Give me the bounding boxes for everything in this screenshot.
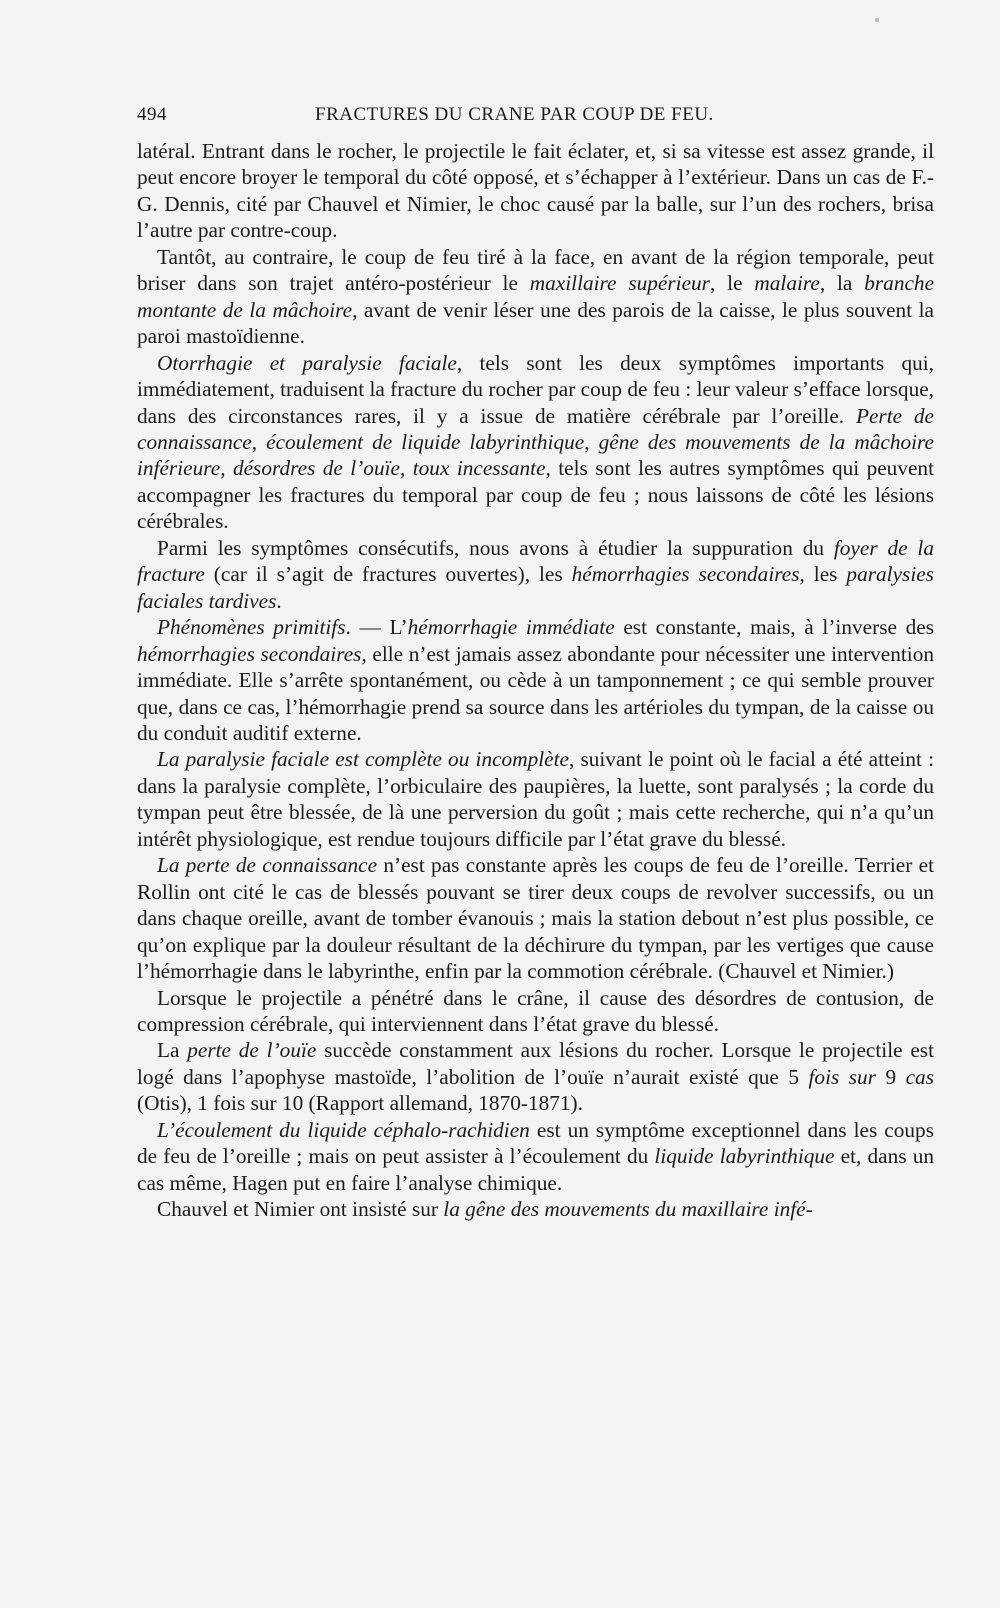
italic-text: cas — [905, 1064, 934, 1089]
italic-text: toux incessante — [412, 456, 546, 481]
italic-text: hémorrhagies secondaires — [571, 562, 800, 587]
paragraph — [137, 535, 934, 614]
paragraph — [137, 244, 934, 350]
italic-text: la gêne des mouvements du maxillaire infé- — [443, 1197, 813, 1222]
paper-speck — [875, 18, 879, 22]
italic-text: désordres de l’ouïe — [232, 456, 400, 481]
text-run: , la — [819, 271, 865, 296]
text-run: 9 — [875, 1064, 906, 1089]
italic-text: gêne des mouvements de la mâchoire inférieure — [137, 429, 934, 481]
text-run: succède constamment aux lésions du rocher. Lorsque le projectile est logé dans l’apophyse mastoïde, l’abolition de l’ouïe n’aurait existé que 5 — [137, 1038, 935, 1089]
paragraph — [137, 985, 934, 1038]
italic-text: Perte de connaissance — [137, 403, 934, 454]
text-run: , elle n’est jamais assez abondante pour nécessiter une intervention immédiate. Elle s’arrête spontanément, ou cède à un tamponnement ; ce qui semble prouver que, dans ce cas, l’hémorrhagie prend sa source dans les artérioles du tympan, de la caisse ou du conduit auditif externe. — [137, 641, 934, 745]
text-run: . — L’ — [345, 615, 408, 640]
text-run: , — [251, 429, 267, 454]
text-run: , suivant le point où le facial a été atteint : dans la paralysie complète, l’orbiculaire des paupières, la luette, sont paralysés ; la corde du tympan peut être blessée, de là une perversion du goût ; mais cette recherche, qui n’a qu’un intérêt physiologique, est rendue toujours difficile par l’état grave du blessé. — [137, 747, 934, 851]
paragraph — [137, 746, 934, 852]
text-run: Chauvel et Nimier ont insisté sur — [157, 1197, 444, 1222]
text-run: Lorsque le projectile a pénétré dans le crâne, il cause des désordres de contusion, de compression cérébrale, qui interviennent dans l’état grave du blessé. — [137, 985, 934, 1036]
italic-text: La paralysie faciale est complète ou incomplète — [157, 747, 569, 772]
text-run: , — [584, 429, 599, 454]
text-run: , tels sont les autres symptômes qui peuvent accompagner les fractures du temporal par coup de feu ; nous laissons de côté les lésions cérébrales. — [137, 456, 934, 534]
italic-text: perte de l’ouïe — [187, 1038, 317, 1063]
italic-text: Phénomènes primitifs — [157, 615, 346, 640]
text-run: Parmi les symptômes consécutifs, nous avons à étudier la suppuration du — [157, 535, 834, 560]
text-run: La — [157, 1038, 188, 1063]
paragraph — [137, 138, 934, 244]
running-title: FRACTURES DU CRANE PAR COUP DE FEU. — [315, 104, 714, 125]
paragraph — [137, 614, 934, 746]
italic-text: fois sur — [808, 1064, 876, 1089]
text-run: latéral. Entrant dans le rocher, le projectile le fait éclater, et, si sa vitesse est assez grande, il peut encore broyer le temporal du côté opposé, et s’échapper à l’extérieur. Dans un cas de F.-G. Dennis, cité par Chauvel et Nimier, le choc causé par la balle, sur l’un des rochers, brisa l’autre par contre-coup. — [137, 139, 934, 243]
paragraph — [137, 1196, 934, 1222]
italic-text: L’écoulement du liquide céphalo-rachidien — [157, 1117, 530, 1142]
text-run: , — [399, 456, 413, 481]
page-number: 494 — [137, 104, 167, 125]
text-run: (Otis), 1 fois sur 10 (Rapport allemand, 1870-1871). — [137, 1091, 583, 1116]
text-run: Tantôt, au contraire, le coup de feu tiré à la face, en avant de la région temporale, peut briser dans son trajet antéro-postérieur le — [137, 244, 934, 296]
text-run: , le — [709, 271, 755, 296]
text-run: , — [220, 456, 233, 481]
italic-text: Otorrhagie et paralysie faciale — [157, 350, 457, 375]
text-run: est constante, mais, à l’inverse des — [614, 615, 934, 640]
italic-text: hémorrhagie immédiate — [407, 615, 615, 640]
text-run: . — [276, 588, 282, 613]
italic-text: maxillaire supérieur — [529, 271, 710, 296]
italic-text: liquide labyrinthique — [654, 1144, 835, 1169]
paragraph — [137, 1117, 934, 1196]
text-run: , tels sont les deux symptômes importants qui, immédiatement, traduisent la fracture du rocher par coup de feu : leur valeur s’efface lorsque, dans des circonstances rares, il y a issue de matière cérébrale par l’oreille. — [137, 350, 934, 428]
running-header — [137, 104, 927, 134]
italic-text: paralysies faciales tardives — [137, 562, 934, 613]
italic-text: La perte de connaissance — [157, 853, 378, 878]
text-run: , avant de venir léser une des parois de la caisse, le plus souvent la paroi mastoïdienne. — [137, 297, 934, 349]
paragraph — [137, 1037, 934, 1116]
paragraph — [137, 350, 934, 535]
text-run: , les — [799, 562, 847, 587]
text-run: (car il s’agit de fractures ouvertes), les — [204, 562, 572, 587]
text-run: et, dans un cas même, Hagen put en faire l’analyse chimique. — [137, 1144, 934, 1195]
paragraph — [137, 852, 934, 984]
italic-text: foyer de la fracture — [137, 535, 935, 587]
body-text — [137, 138, 934, 1223]
italic-text: branche montante de la mâchoire — [137, 271, 935, 322]
text-run: est un symptôme exceptionnel dans les coups de feu de l’oreille ; mais on peut assister à l’écoulement du — [137, 1117, 934, 1169]
text-run: n’est pas constante après les coups de feu de l’oreille. Terrier et Rollin ont cité le cas de blessés pouvant se tirer deux coups de revolver successifs, ou un dans chaque oreille, avant de tomber évanouis ; mais la station debout n’est plus possible, ce qu’on explique par la douleur résultant de la déchirure du tympan, par les vertiges que cause l’hémorrhagie dans le labyrinthe, enfin par la commotion cérébrale. (Chauvel et Nimier.) — [137, 853, 934, 984]
italic-text: écoulement de liquide labyrinthique — [266, 429, 585, 454]
italic-text: malaire — [754, 271, 820, 296]
italic-text: hémorrhagies secondaires — [137, 641, 362, 666]
